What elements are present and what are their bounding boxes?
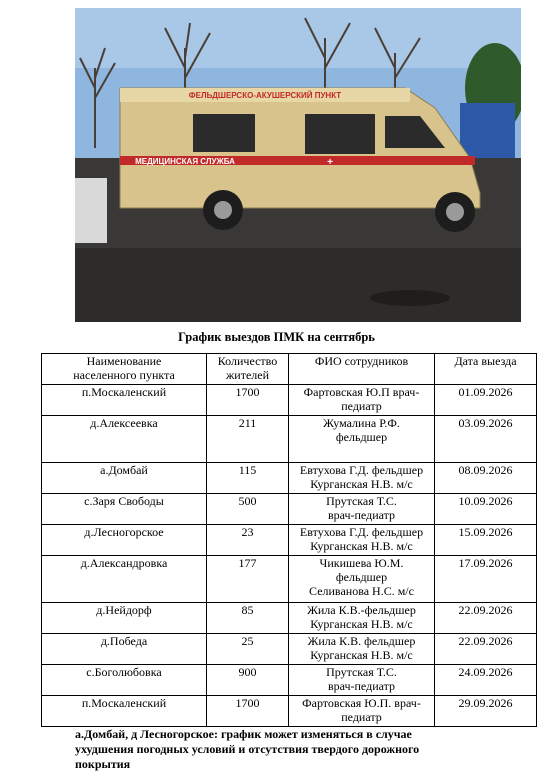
table-row <box>42 525 537 556</box>
staff-line: Прутская Т.С. <box>326 665 397 679</box>
note-line: а.Домбай, д Лесногорское: график может изменяться в случае <box>75 727 412 741</box>
cell-count: 500 <box>207 494 289 525</box>
van-image <box>75 8 521 322</box>
note-line: ухудшения погодных условий и отсутствия твердого дорожного <box>75 742 420 756</box>
cell-date: 29.09.2026 <box>435 696 537 727</box>
cell-date: 03.09.2026 <box>435 416 537 463</box>
van-cross: + <box>327 157 333 168</box>
table-row <box>42 463 537 494</box>
cell-place: с.Заря Свободы <box>42 494 207 525</box>
cell-count: 211 <box>207 416 289 463</box>
table-row <box>42 696 537 727</box>
table-header-row <box>42 354 537 385</box>
cell-count: 23 <box>207 525 289 556</box>
van-roof-text: ФЕЛЬДШЕРСКО-АКУШЕРСКИЙ ПУНКТ <box>188 91 342 100</box>
cell-count: 177 <box>207 556 289 603</box>
table-row <box>42 416 537 463</box>
cell-place: а.Домбай <box>42 463 207 494</box>
cell-staff <box>289 603 435 634</box>
cell-staff <box>289 696 435 727</box>
staff-line: Селиванова Н.С. м/с <box>309 584 414 598</box>
staff-line: Жила К.В.-фельдшер <box>307 603 416 617</box>
cell-staff <box>289 634 435 665</box>
header-place-line2: населенного пункта <box>73 368 175 382</box>
cell-staff <box>289 416 435 463</box>
cell-count: 900 <box>207 665 289 696</box>
staff-line: Курганская Н.В. м/с <box>310 648 413 662</box>
cell-staff <box>289 665 435 696</box>
staff-line: Прутская Т.С. <box>326 494 397 508</box>
staff-line: Евтухова Г.Д. фельдшер <box>299 525 424 539</box>
header-place-line1: Наименование <box>86 354 162 368</box>
header-count-line2: жителей <box>225 368 270 382</box>
staff-line: врач-педиатр <box>327 508 396 522</box>
cell-staff <box>289 525 435 556</box>
cell-date: 22.09.2026 <box>435 603 537 634</box>
header-date-line1: Дата выезда <box>454 354 517 368</box>
cell-place: п.Москаленский <box>42 696 207 727</box>
cell-date: 15.09.2026 <box>435 525 537 556</box>
cell-count: 115 <box>207 463 289 494</box>
table-row <box>42 385 537 416</box>
cell-place: д.Нейдорф <box>42 603 207 634</box>
table-row <box>42 603 537 634</box>
header-staff <box>289 354 435 385</box>
schedule-table <box>41 353 537 727</box>
page-title: График выездов ПМК на сентябрь <box>178 330 375 344</box>
cell-place: с.Боголюбовка <box>42 665 207 696</box>
staff-line: Жила К.В. фельдшер <box>307 634 416 648</box>
staff-line: Жумалина Р.Ф. <box>323 416 400 430</box>
cell-staff <box>289 494 435 525</box>
cell-place: п.Москаленский <box>42 385 207 416</box>
cell-count: 1700 <box>207 696 289 727</box>
cell-place: д.Лесногорское <box>42 525 207 556</box>
note-line: покрытия <box>75 757 131 771</box>
cell-date: 10.09.2026 <box>435 494 537 525</box>
cell-place: д.Алексеевка <box>42 416 207 463</box>
table-row <box>42 556 537 603</box>
staff-line: Чикишева Ю.М. <box>319 556 404 570</box>
cell-date: 17.09.2026 <box>435 556 537 603</box>
cell-date: 01.09.2026 <box>435 385 537 416</box>
cell-date: 24.09.2026 <box>435 665 537 696</box>
table-row <box>42 494 537 525</box>
cell-place: д.Победа <box>42 634 207 665</box>
cell-count: 1700 <box>207 385 289 416</box>
schedule-note <box>75 727 505 772</box>
staff-line: педиатр <box>341 710 382 724</box>
table-row <box>42 634 537 665</box>
cell-staff <box>289 463 435 494</box>
header-date <box>435 354 537 385</box>
cell-count: 85 <box>207 603 289 634</box>
staff-line: Курганская Н.В. м/с <box>310 617 413 631</box>
staff-line: Курганская Н.В. м/с <box>310 477 413 491</box>
header-staff-line1: ФИО сотрудников <box>314 354 409 368</box>
staff-line: фельдшер <box>335 430 388 444</box>
cell-date: 22.09.2026 <box>435 634 537 665</box>
cell-count: 25 <box>207 634 289 665</box>
staff-line: Курганская Н.В. м/с <box>310 539 413 553</box>
staff-line: педиатр <box>341 399 382 413</box>
ambulance-photo <box>75 8 521 322</box>
cell-place: д.Александровка <box>42 556 207 603</box>
staff-line: Фартовская Ю.П врач- <box>303 385 420 399</box>
van-side-text: МЕДИЦИНСКАЯ СЛУЖБА <box>135 157 235 166</box>
header-count <box>207 354 289 385</box>
staff-line: Фартовская Ю.П. врач- <box>302 696 421 710</box>
header-count-line1: Количество <box>217 354 278 368</box>
cell-date: 08.09.2026 <box>435 463 537 494</box>
cell-staff <box>289 385 435 416</box>
cell-staff <box>289 556 435 603</box>
table-row <box>42 665 537 696</box>
staff-line: врач-педиатр <box>327 679 396 693</box>
staff-line: Евтухова Г.Д. фельдшер <box>299 463 424 477</box>
staff-line: фельдшер <box>335 570 388 584</box>
header-place <box>42 354 207 385</box>
